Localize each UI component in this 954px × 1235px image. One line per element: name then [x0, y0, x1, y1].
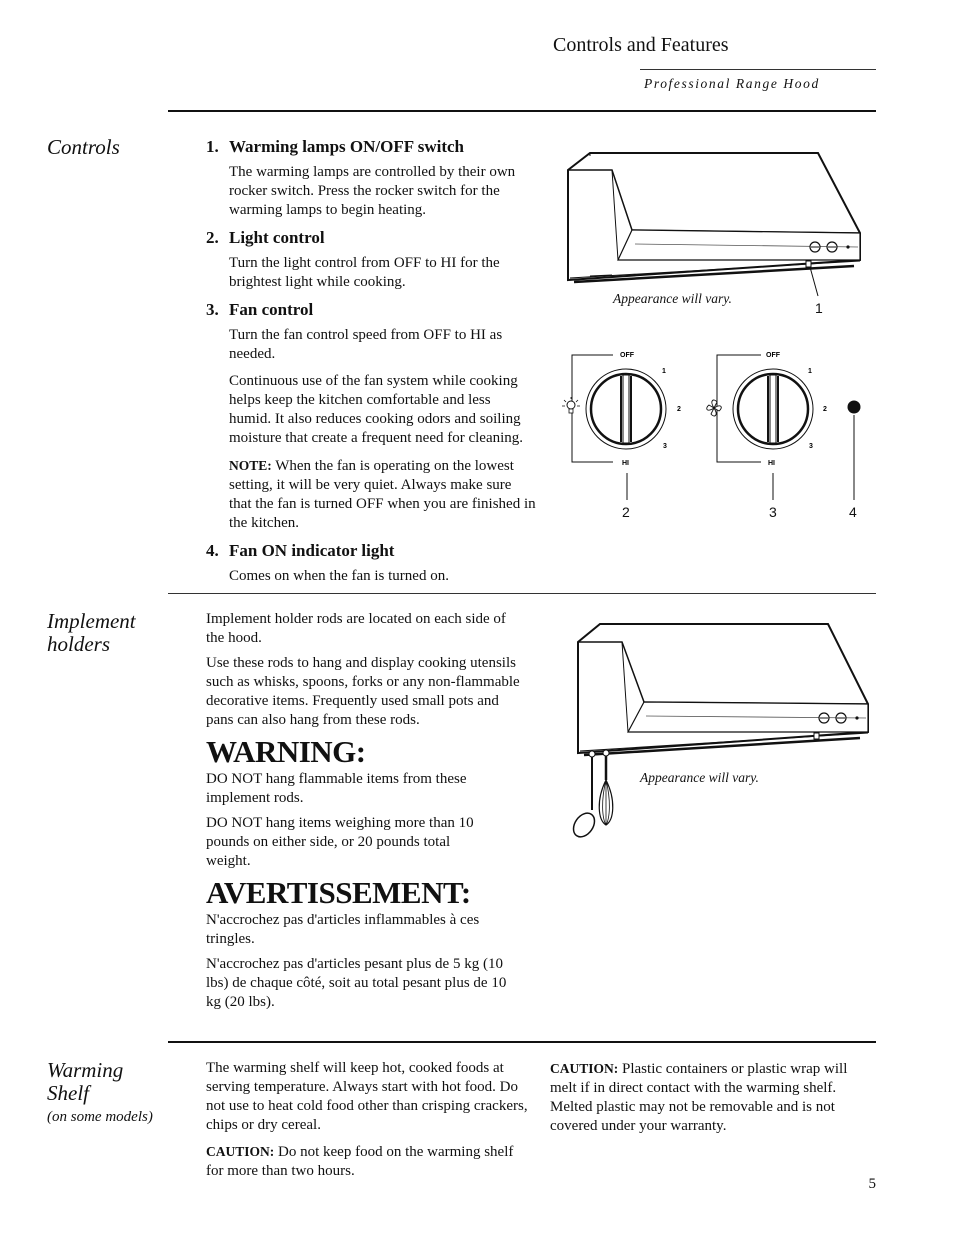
control-item-body: Comes on when the fan is turned on.	[229, 568, 449, 584]
knob-label-hi: HI	[768, 460, 775, 467]
controls-list	[206, 137, 536, 594]
knob-label-hi: HI	[622, 460, 629, 467]
caution-label: CAUTION:	[206, 1144, 275, 1159]
whisk-icon	[599, 756, 613, 825]
knob-label-off: OFF	[766, 352, 780, 359]
page-number: 5	[868, 1176, 876, 1192]
control-item-body: Turn the fan control speed from OFF to HI as needed.	[229, 327, 503, 362]
rocker-switch-icon	[806, 261, 811, 267]
page-header-title: Controls and Features	[553, 34, 729, 56]
warning-paragraph: DO NOT hang flammable items from these implement rods.	[206, 771, 467, 806]
warming-right-text	[550, 1059, 876, 1142]
section-title-warming: Warming Shelf (on some models)	[47, 1058, 153, 1125]
knob-label-1: 1	[662, 368, 666, 375]
control-knobs-illustration	[556, 345, 876, 505]
knob-label-off: OFF	[620, 352, 634, 359]
section-rule-warming	[168, 1041, 876, 1043]
section-title-controls: Controls	[47, 135, 120, 159]
page-header-subtitle: Professional Range Hood	[644, 76, 820, 91]
knob-label-3: 3	[809, 443, 813, 450]
knob-label-2: 2	[823, 406, 827, 413]
note-text: When the fan is operating on the lowest setting, it will be very quiet. Always make sure that the fan is turned OFF when you are finished in the kitchen.	[229, 458, 536, 531]
callout-2: 2	[622, 504, 630, 520]
caution-label: CAUTION:	[550, 1061, 619, 1076]
caution-text: Plastic containers or plastic wrap will melt if in direct contact with the warming shelf. Melted plastic may not be removable and is not covered under your warranty.	[550, 1061, 848, 1134]
warming-left-text	[206, 1059, 528, 1187]
control-item-body: The warming lamps are controlled by their own rocker switch. Press the rocker switch for the warming lamps to begin heating.	[229, 164, 516, 218]
control-item-body: Turn the light control from OFF to HI for the brightest light while cooking.	[229, 255, 500, 290]
fan-icon	[707, 400, 722, 416]
spoon-icon	[569, 757, 599, 841]
knob-label-3: 3	[663, 443, 667, 450]
control-item-1: 1. Warming lamps ON/OFF switch The warming lamps are controlled by their own rocker switch. Press the rocker switch for the warming lamps to begin heating.	[206, 137, 536, 220]
section-rule-top	[168, 110, 876, 112]
control-item-2: 2. Light control Turn the light control from OFF to HI for the brightest light while cooking.	[206, 228, 536, 292]
light-bulb-icon	[562, 397, 580, 413]
avertissement-paragraph: N'accrochez pas d'articles inflammables à ces tringles.	[206, 912, 480, 947]
control-item-title: Warming lamps ON/OFF switch	[229, 137, 465, 156]
fan-control-knob	[733, 369, 813, 449]
control-item-3: 3. Fan control Turn the fan control speed from OFF to HI as needed. Continuous use of the fan system while cooking helps keep the kitchen comfortable and less humid. It also reduces cooking odors and soiling moisture that create a frequent need for cleaning. NOTE: When the fan is operating on the lowest setting, it will be very quiet. Always make sure that the fan is turned OFF when you are finished in the kitchen.	[206, 300, 536, 531]
callout-4: 4	[849, 504, 857, 520]
figure-caption: Appearance will vary.	[613, 291, 732, 306]
fan-on-indicator-light	[848, 401, 861, 414]
light-control-knob	[586, 369, 666, 449]
implement-paragraph: Use these rods to hang and display cooking utensils such as whisks, spoons, forks or any non-flammable decorative items. Frequently used small pots and pans can also hang from these rods.	[206, 655, 520, 728]
control-item-4: 4. Fan ON indicator light Comes on when the fan is turned on.	[206, 541, 536, 586]
control-note	[229, 456, 536, 533]
indicator-light-icon	[855, 716, 858, 719]
control-item-title: Light control	[229, 228, 325, 247]
implement-paragraph: Implement holder rods are located on each side of the hood.	[206, 611, 506, 646]
caution-text: Do not keep food on the warming shelf for more than two hours.	[206, 1144, 514, 1179]
avertissement-title: AVERTISSEMENT:	[206, 875, 471, 910]
warming-caution	[206, 1142, 528, 1181]
indicator-light-icon	[846, 245, 849, 248]
implement-text	[206, 610, 524, 1018]
control-item-title: Fan control	[229, 300, 314, 319]
section-rule-implement	[168, 593, 876, 594]
note-label: NOTE:	[229, 458, 272, 473]
knob-label-1: 1	[808, 368, 812, 375]
rocker-switch-icon	[814, 733, 819, 739]
section-note: (on some models)	[47, 1109, 153, 1125]
control-item-body: Continuous use of the fan system while cooking helps keep the kitchen comfortable and less humid. It also reduces cooking odors and soiling moisture that create a frequent need for cleaning.	[229, 373, 524, 446]
callout-1: 1	[815, 300, 823, 316]
callout-3: 3	[769, 504, 777, 520]
warning-paragraph: DO NOT hang items weighing more than 10 pounds on either side, or 20 pounds total weight.	[206, 815, 474, 869]
figure-caption: Appearance will vary.	[640, 770, 759, 785]
warning-title: WARNING:	[206, 734, 366, 769]
warming-paragraph: The warming shelf will keep hot, cooked foods at serving temperature. Always start with hot food. Do not use to heat cold food other than crisping crackers, chips or dry cereal.	[206, 1060, 528, 1133]
header-rule	[640, 69, 876, 70]
range-hood-with-utensils-illustration	[568, 620, 878, 845]
avertissement-paragraph: N'accrochez pas d'articles pesant plus de 5 kg (10 lbs) de chaque côté, soit au total pesant plus de 10 kg (20 lbs).	[206, 956, 507, 1010]
knob-label-2: 2	[677, 406, 681, 413]
section-title-implement: Implement holders	[47, 609, 136, 656]
warming-caution	[550, 1059, 876, 1136]
control-item-title: Fan ON indicator light	[229, 541, 395, 560]
